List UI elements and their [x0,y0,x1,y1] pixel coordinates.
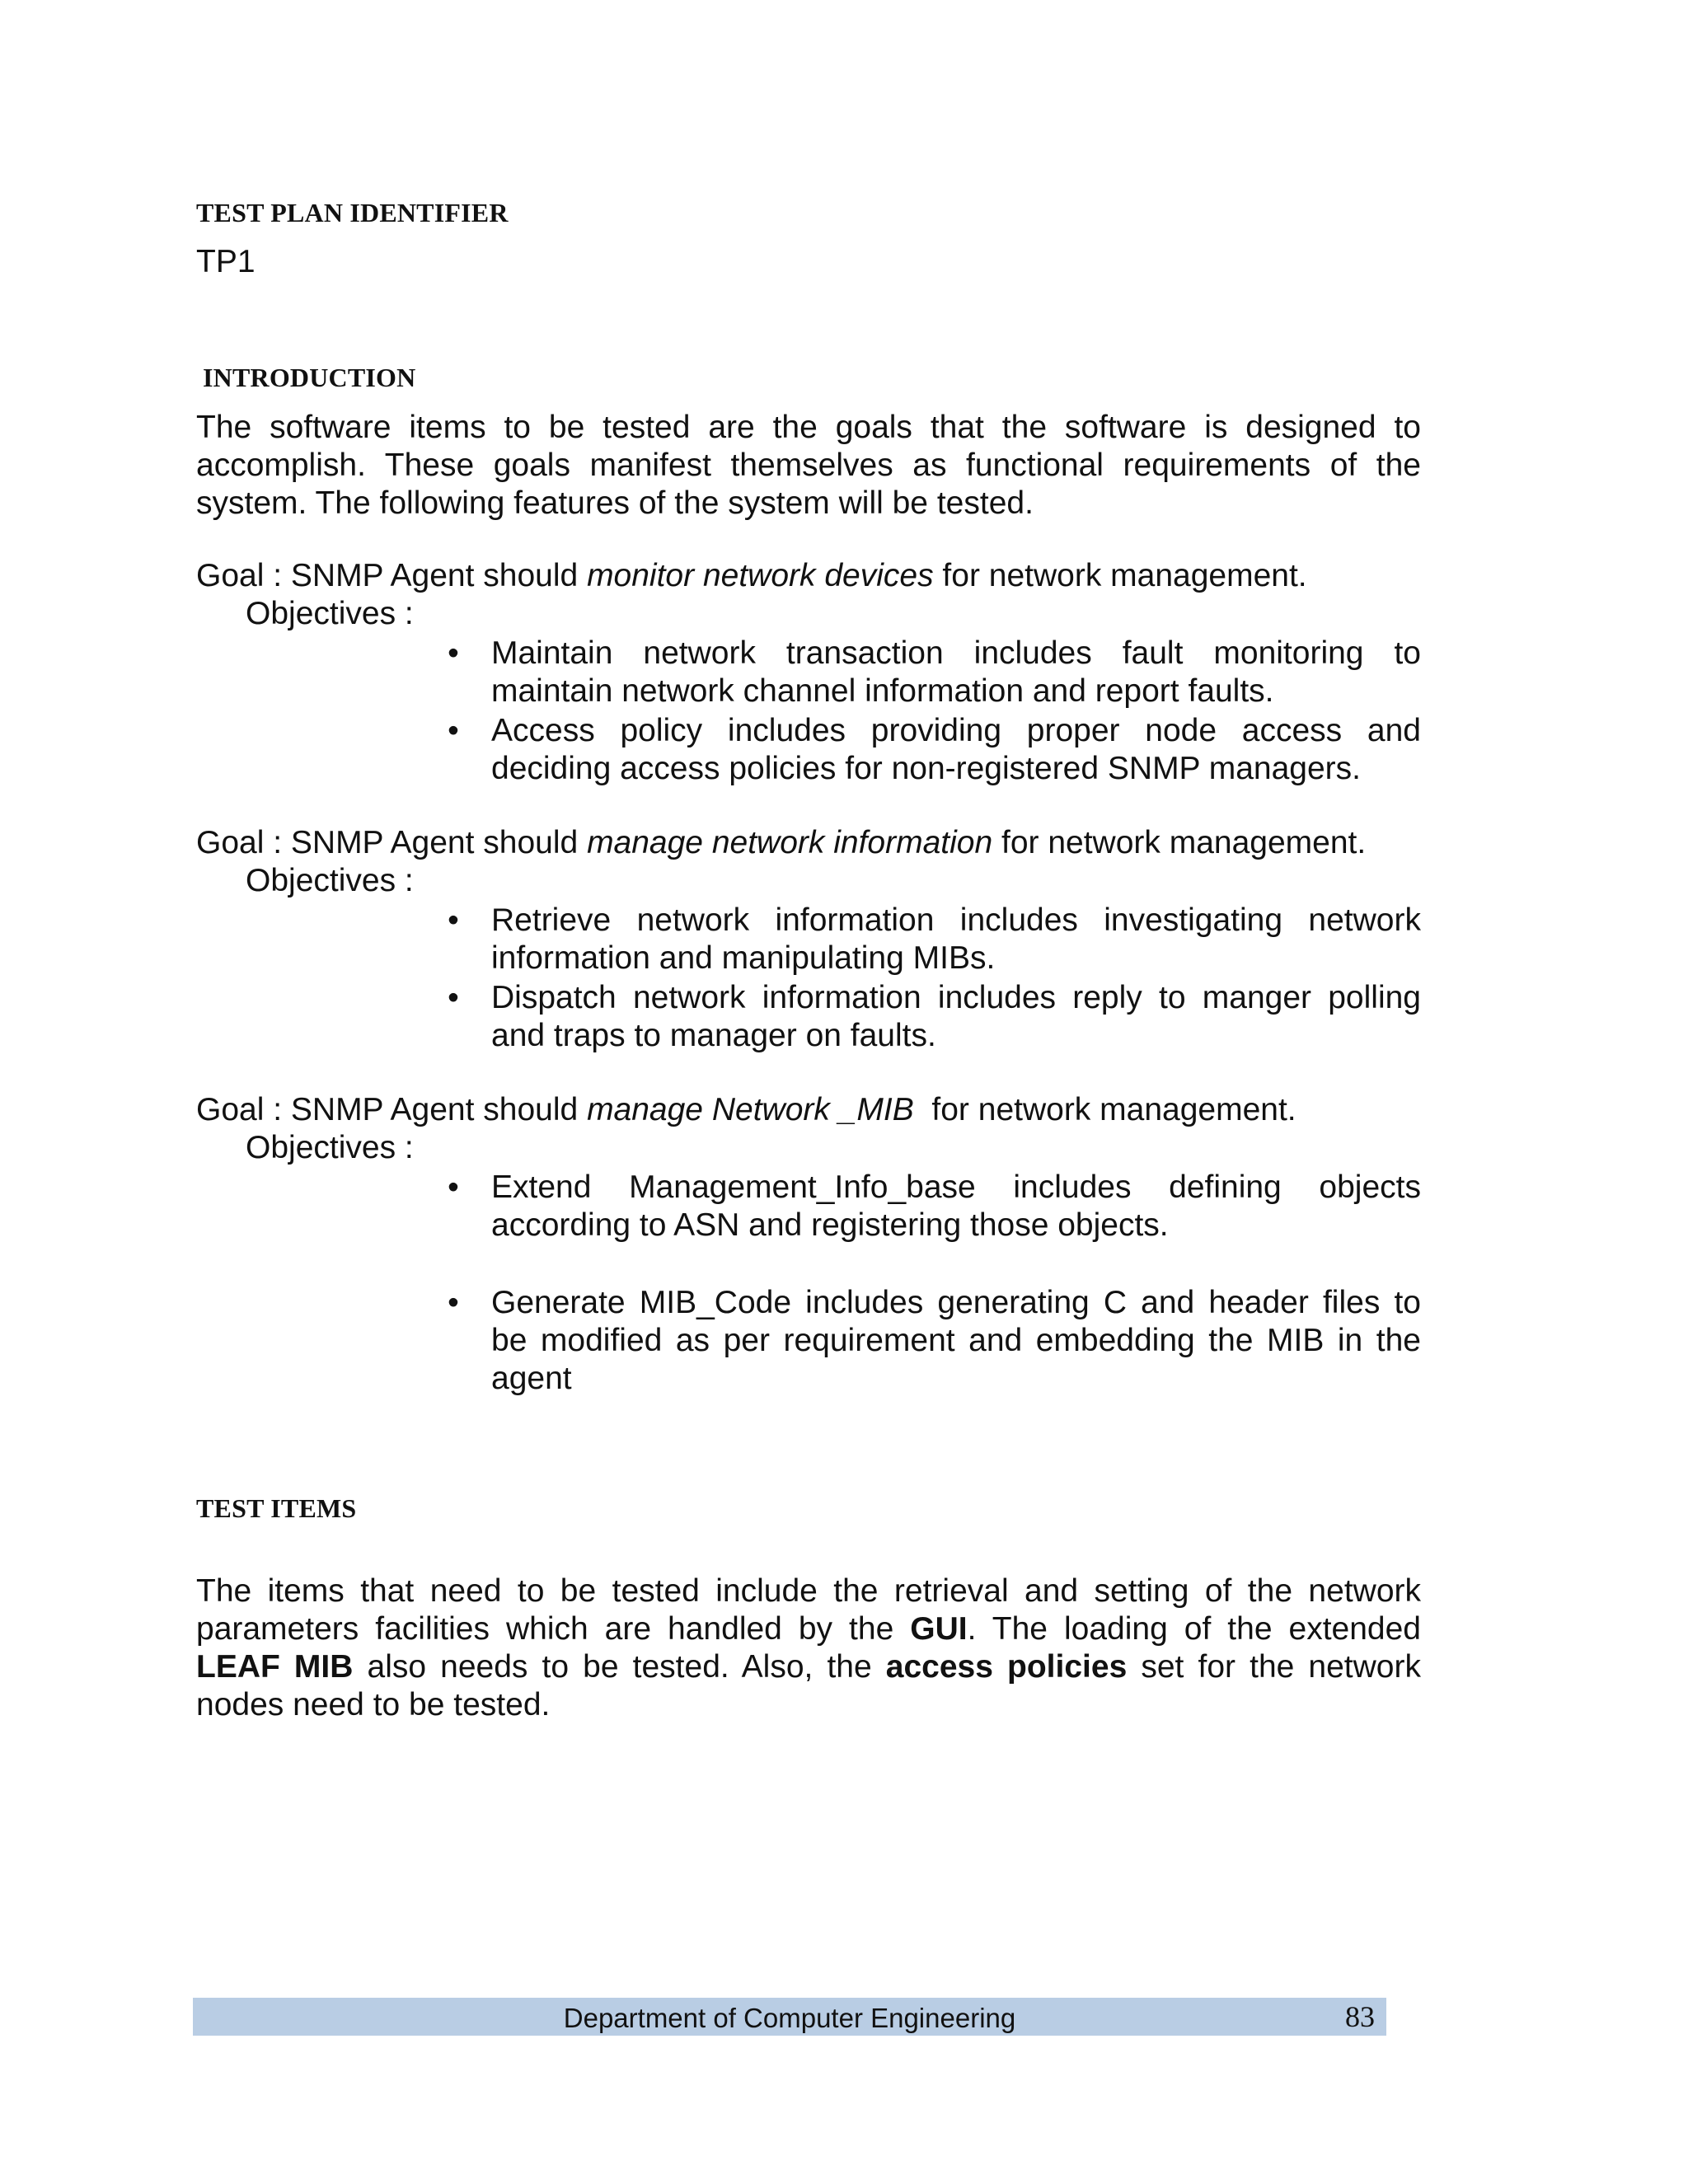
goal-1-suffix: for network management. [933,558,1307,593]
test-items-text-2: . The loading of the extended [967,1611,1421,1647]
goal-3-prefix: Goal : SNMP Agent should [196,1092,588,1127]
goal-3-objectives-label: Objectives : [246,1130,414,1165]
goal-1-emphasis: monitor network devices [587,558,934,593]
footer-bar [193,1998,1386,2036]
bullet-text: Generate MIB_Code includes generating C and header files to be modified as per requirement and embedding the MIB in the agent [491,1285,1421,1396]
bullet-text: Dispatch network information includes reply to manger polling and traps to manager on faults. [491,980,1421,1053]
introduction-paragraph: The software items to be tested are the goals that the software is designed to accomplish. These goals manifest themselves as functional requirements of the system. The following features of the system will be tested. [196,410,1421,521]
test-plan-identifier-value: TP1 [196,244,256,279]
test-items-bold-leaf-mib: LEAF MIB [196,1649,354,1685]
goal-2-prefix: Goal : SNMP Agent should [196,825,588,860]
test-items-paragraph [196,1572,1421,1724]
goal-1-prefix: Goal : SNMP Agent should [196,558,588,593]
bullet-icon: • [448,980,459,1015]
footer-department: Department of Computer Engineering [563,2003,1016,2033]
bullet-text: Retrieve network information includes investigating network information and manipulating MIBs. [491,902,1421,976]
test-items-text-1: The items that need to be tested include the retrieval and setting of the network parameters facilities which are handled by the [196,1573,1421,1647]
footer-page-number: 83 [1345,2000,1375,2033]
bullet-icon: • [448,713,459,748]
goal-3-suffix: for network management. [913,1092,1296,1127]
goal-2-suffix: for network management. [992,825,1367,860]
bullet-text: Maintain network transaction includes fault monitoring to maintain network channel information and report faults. [491,635,1421,709]
test-items-heading: TEST ITEMS [196,1493,357,1523]
bullet-icon: • [448,1285,459,1320]
test-plan-identifier-heading: TEST PLAN IDENTIFIER [196,198,509,227]
bullet-text: Extend Management_Info_base includes defining objects according to ASN and registering those objects. [491,1169,1421,1243]
bullet-icon: • [448,902,459,938]
introduction-heading: INTRODUCTION [203,363,416,392]
bullet-icon: • [448,1169,459,1205]
goal-1-objectives-label: Objectives : [246,596,414,631]
test-items-bold-access-policies: access policies [885,1649,1128,1685]
goal-2-statement [196,824,1366,862]
goal-1-statement [196,557,1307,595]
bullet-text: Access policy includes providing proper node access and deciding access policies for non-registered SNMP managers. [491,713,1421,786]
goal-2-emphasis: manage network information [587,825,993,860]
goal-2-objectives-label: Objectives : [246,863,414,898]
test-items-bold-gui: GUI [910,1611,968,1647]
goal-3-statement [196,1091,1296,1129]
goal-3-emphasis: manage Network _MIB [587,1092,914,1127]
test-items-text-4: set for the network nodes need to be tested. [196,1649,1421,1722]
bullet-icon: • [448,635,459,671]
test-items-text-3: also needs to be tested. Also, the [353,1649,886,1685]
